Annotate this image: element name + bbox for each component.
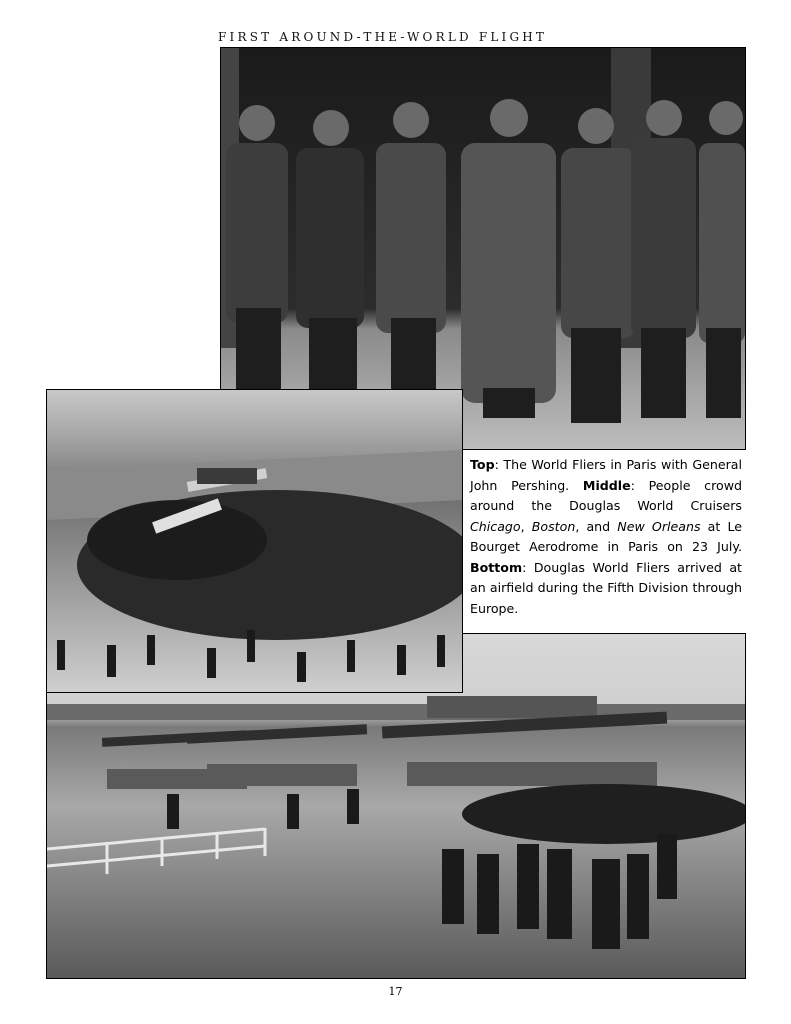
caption-plane-new-orleans: New Orleans bbox=[617, 518, 701, 534]
caption-sep-1: , bbox=[520, 518, 532, 534]
caption-plane-chicago: Chicago bbox=[470, 518, 521, 534]
photo-crowd-airplanes bbox=[46, 389, 463, 693]
caption-bottom-text: : Douglas World Fliers arrived at an airfield during the Fifth Division through Europe. bbox=[470, 559, 742, 616]
caption-sep-2: , and bbox=[575, 518, 618, 534]
caption-top-text: : The World Fliers in Paris with General John Pershing. bbox=[470, 457, 742, 493]
running-header: FIRST AROUND-THE-WORLD FLIGHT bbox=[218, 30, 548, 44]
caption-middle-text-1: : People crowd around the Douglas World Cruisers bbox=[470, 477, 742, 513]
page-number: 17 bbox=[388, 985, 403, 998]
caption-middle-text-2: at Le Bourget Aerodrome in Paris on 23 July. bbox=[470, 518, 742, 554]
caption-plane-boston: Boston bbox=[531, 518, 576, 534]
caption-middle-label: Middle bbox=[582, 477, 631, 493]
photo-caption bbox=[470, 455, 742, 619]
caption-bottom-label: Bottom bbox=[470, 559, 523, 575]
caption-top-label: Top bbox=[470, 457, 495, 472]
